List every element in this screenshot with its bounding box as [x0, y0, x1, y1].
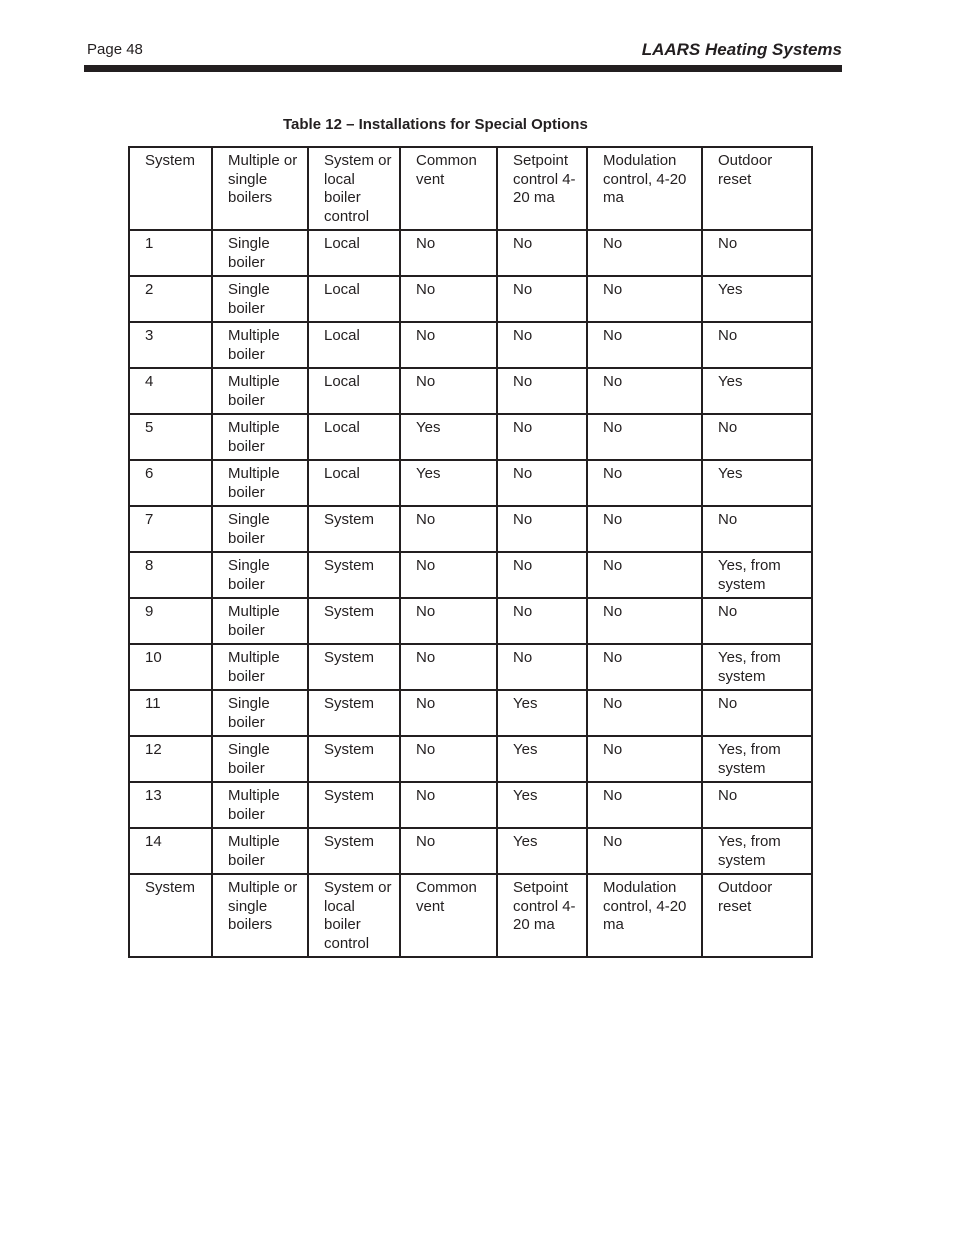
table-cell: No — [497, 368, 587, 414]
table-cell: Multiple boiler — [212, 460, 308, 506]
table-cell: 13 — [129, 782, 212, 828]
table-cell: System — [308, 552, 400, 598]
table-cell: 12 — [129, 736, 212, 782]
table-cell: No — [400, 322, 497, 368]
table-cell: Local — [308, 460, 400, 506]
table-cell: No — [587, 598, 702, 644]
table-cell: System — [129, 147, 212, 230]
table-cell: 4 — [129, 368, 212, 414]
table-cell: No — [497, 276, 587, 322]
table-cell: No — [702, 322, 812, 368]
table-cell: Yes — [702, 368, 812, 414]
table-cell: No — [702, 782, 812, 828]
table-row — [129, 690, 812, 736]
table-cell: No — [497, 322, 587, 368]
table-cell: System — [308, 690, 400, 736]
table-cell: Yes, from system — [702, 552, 812, 598]
table-cell: No — [400, 276, 497, 322]
table-title: Table 12 – Installations for Special Options — [283, 116, 588, 133]
header-rule — [84, 65, 842, 72]
table-row — [129, 276, 812, 322]
table-cell: Setpoint control 4-20 ma — [497, 147, 587, 230]
table-cell: Multiple boiler — [212, 782, 308, 828]
table-cell: Single boiler — [212, 230, 308, 276]
table-cell: 8 — [129, 552, 212, 598]
table-cell: Yes, from system — [702, 736, 812, 782]
table-cell: System — [129, 874, 212, 957]
table-cell: Multiple or single boilers — [212, 874, 308, 957]
table-cell: System — [308, 598, 400, 644]
table-cell: No — [400, 690, 497, 736]
table-cell: System — [308, 828, 400, 874]
table-cell: Multiple boiler — [212, 414, 308, 460]
table-cell: No — [702, 230, 812, 276]
table-row — [129, 828, 812, 874]
table-cell: No — [497, 506, 587, 552]
table-cell: No — [587, 230, 702, 276]
table-cell: No — [587, 552, 702, 598]
table-cell: 3 — [129, 322, 212, 368]
footer-row — [129, 874, 812, 957]
table-cell: System or local boiler control — [308, 874, 400, 957]
table-cell: System — [308, 782, 400, 828]
table-cell: 2 — [129, 276, 212, 322]
table-cell: No — [400, 230, 497, 276]
table-cell: No — [400, 828, 497, 874]
table-row — [129, 552, 812, 598]
table-cell: Outdoor reset — [702, 147, 812, 230]
table-row — [129, 368, 812, 414]
table-cell: Local — [308, 230, 400, 276]
table-cell: No — [400, 598, 497, 644]
table-row — [129, 644, 812, 690]
table-row — [129, 598, 812, 644]
table-cell: Multiple boiler — [212, 828, 308, 874]
table-cell: No — [587, 322, 702, 368]
page-number: Page 48 — [87, 41, 143, 58]
table-cell: Modulation control, 4-20 ma — [587, 147, 702, 230]
table-cell: Multiple or single boilers — [212, 147, 308, 230]
table-cell: Local — [308, 368, 400, 414]
table-cell: Multiple boiler — [212, 368, 308, 414]
table-cell: Multiple boiler — [212, 644, 308, 690]
table-row — [129, 506, 812, 552]
table-cell: Local — [308, 414, 400, 460]
table-row — [129, 322, 812, 368]
table-cell: Single boiler — [212, 552, 308, 598]
table-cell: Yes — [497, 828, 587, 874]
table-cell: Single boiler — [212, 736, 308, 782]
table-cell: No — [400, 552, 497, 598]
table-row — [129, 460, 812, 506]
table-cell: Single boiler — [212, 506, 308, 552]
table-cell: No — [587, 414, 702, 460]
table-cell: No — [587, 276, 702, 322]
table-cell: 10 — [129, 644, 212, 690]
table-cell: 9 — [129, 598, 212, 644]
table-cell: No — [400, 736, 497, 782]
table-row — [129, 782, 812, 828]
table-cell: 14 — [129, 828, 212, 874]
table-cell: System — [308, 736, 400, 782]
table-cell: Outdoor reset — [702, 874, 812, 957]
table-cell: Yes, from system — [702, 828, 812, 874]
table-cell: Local — [308, 322, 400, 368]
table-cell: No — [497, 230, 587, 276]
options-table — [128, 146, 813, 958]
table-cell: No — [497, 414, 587, 460]
table-cell: 5 — [129, 414, 212, 460]
table-cell: Multiple boiler — [212, 598, 308, 644]
table-cell: Single boiler — [212, 690, 308, 736]
table-cell: Yes — [497, 736, 587, 782]
table-row — [129, 414, 812, 460]
table-cell: Common vent — [400, 874, 497, 957]
table-cell: Yes — [400, 414, 497, 460]
table-cell: No — [587, 368, 702, 414]
table-body — [129, 147, 812, 957]
table-cell: Yes — [400, 460, 497, 506]
table-cell: Single boiler — [212, 276, 308, 322]
table-cell: No — [587, 828, 702, 874]
table-cell: Common vent — [400, 147, 497, 230]
table-cell: No — [587, 506, 702, 552]
table-cell: Modulation control, 4-20 ma — [587, 874, 702, 957]
table-cell: No — [587, 736, 702, 782]
header-row — [129, 147, 812, 230]
table-cell: No — [400, 368, 497, 414]
table-cell: Yes — [702, 460, 812, 506]
table-cell: 6 — [129, 460, 212, 506]
table-row — [129, 736, 812, 782]
table-cell: 11 — [129, 690, 212, 736]
table-cell: 1 — [129, 230, 212, 276]
table-cell: Yes — [497, 782, 587, 828]
table-cell: 7 — [129, 506, 212, 552]
table-cell: No — [702, 414, 812, 460]
table-cell: No — [497, 552, 587, 598]
table-cell: Yes — [497, 690, 587, 736]
table-cell: Local — [308, 276, 400, 322]
table-cell: Yes — [702, 276, 812, 322]
table-cell: No — [587, 690, 702, 736]
table-cell: No — [702, 690, 812, 736]
table-cell: No — [587, 460, 702, 506]
table-cell: System or local boiler control — [308, 147, 400, 230]
table-cell: No — [702, 598, 812, 644]
table-row — [129, 230, 812, 276]
table-cell: Yes, from system — [702, 644, 812, 690]
table-cell: No — [400, 782, 497, 828]
table-cell: No — [400, 506, 497, 552]
table-cell: Setpoint control 4-20 ma — [497, 874, 587, 957]
table-cell: System — [308, 506, 400, 552]
brand-title: LAARS Heating Systems — [641, 40, 842, 59]
table-cell: System — [308, 644, 400, 690]
table-cell: No — [400, 644, 497, 690]
table-cell: Multiple boiler — [212, 322, 308, 368]
table-cell: No — [497, 598, 587, 644]
table-cell: No — [587, 782, 702, 828]
table-cell: No — [702, 506, 812, 552]
table-cell: No — [587, 644, 702, 690]
table-cell: No — [497, 460, 587, 506]
table-cell: No — [497, 644, 587, 690]
